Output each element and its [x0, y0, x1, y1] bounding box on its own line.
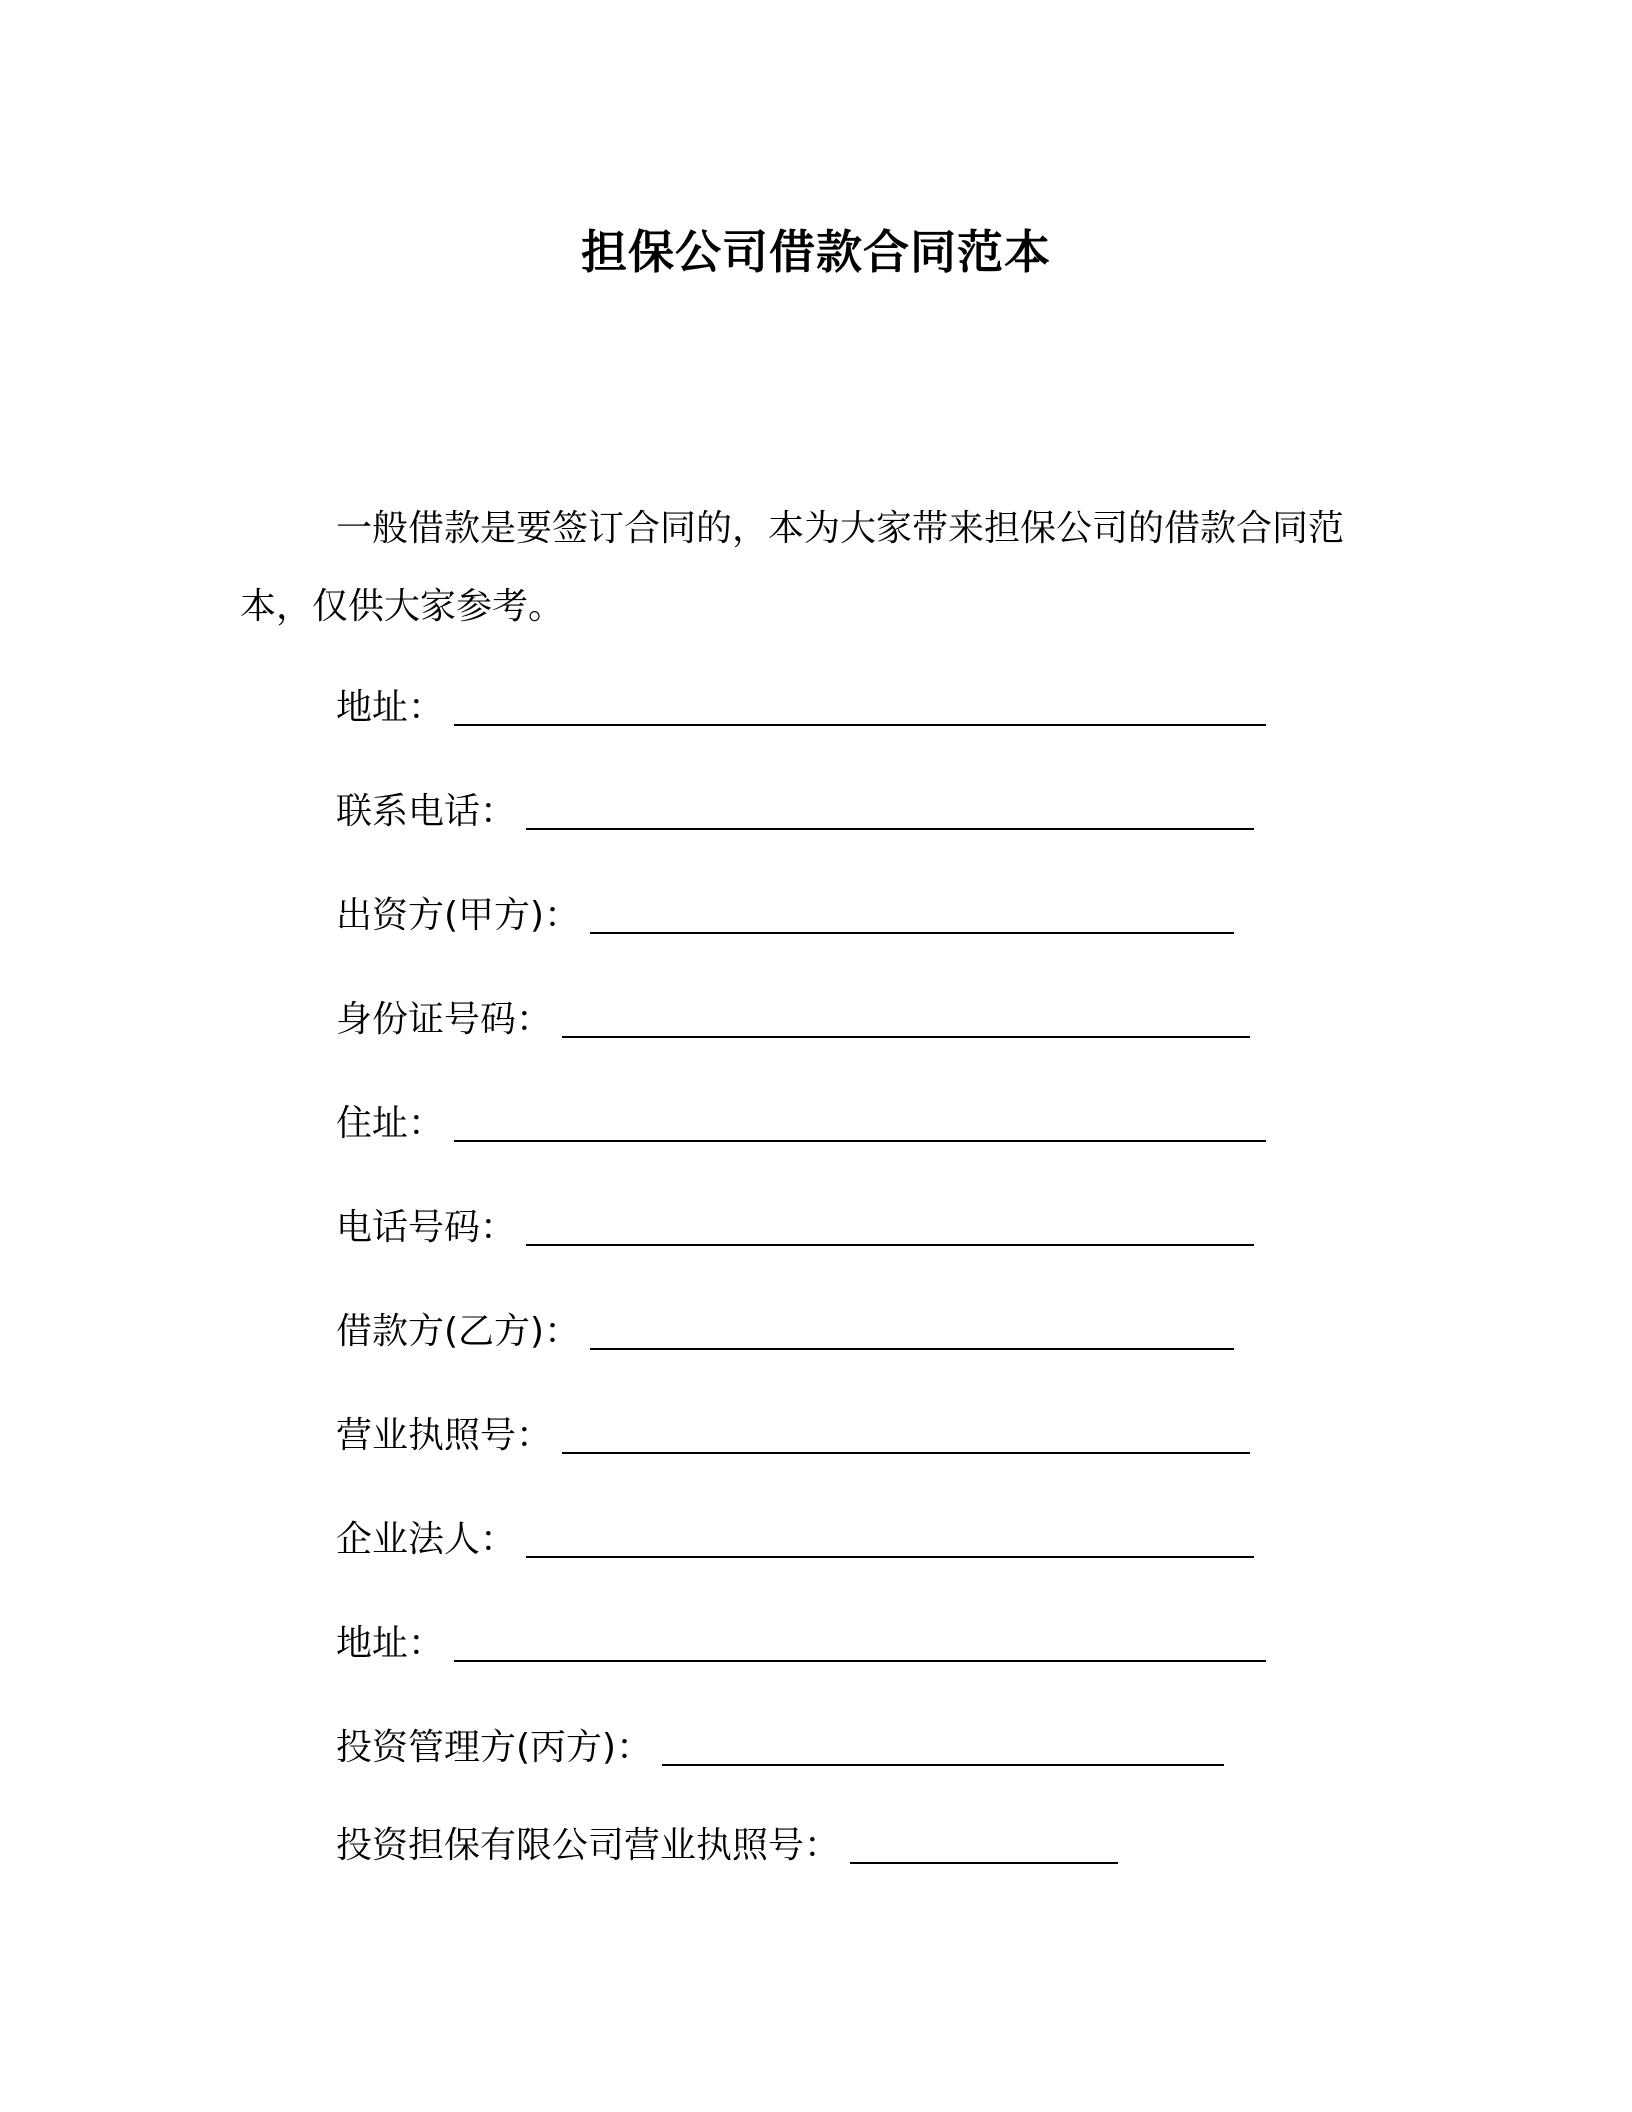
- fill-in-blank: [850, 1862, 1118, 1864]
- field-legal-representative: [336, 1512, 1254, 1568]
- field-business-license: [336, 1408, 1250, 1464]
- fill-in-blank: [454, 1140, 1266, 1142]
- fill-in-blank: [526, 1556, 1254, 1558]
- field-residence: [336, 1096, 1266, 1152]
- fill-in-blank: [526, 1244, 1254, 1246]
- field-label: 出资方(甲方)：: [336, 895, 581, 936]
- field-label: 投资管理方(丙方)：: [336, 1727, 653, 1768]
- intro-paragraph: 一般借款是要签订合同的，本为大家带来担保公司的借款合同范本，仅供大家参考。: [240, 508, 1345, 627]
- fill-in-blank: [454, 1660, 1266, 1662]
- field-address: [336, 680, 1266, 736]
- fill-in-blank: [662, 1764, 1224, 1766]
- fill-in-blank: [526, 828, 1254, 830]
- fill-in-blank: [562, 1036, 1250, 1038]
- field-label: 地址：: [336, 1623, 445, 1664]
- field-label: 住址：: [336, 1103, 445, 1144]
- field-label: 投资担保有限公司营业执照号：: [336, 1825, 841, 1866]
- fill-in-blank: [562, 1452, 1250, 1454]
- document-title: 担保公司借款合同范本: [581, 225, 1051, 279]
- field-address-2: [336, 1616, 1266, 1672]
- fill-in-blank: [454, 724, 1266, 726]
- field-contact-phone: [336, 784, 1254, 840]
- field-label: 电话号码：: [336, 1207, 517, 1248]
- field-label: 企业法人：: [336, 1519, 517, 1560]
- field-phone-number: [336, 1200, 1254, 1256]
- field-label: 身份证号码：: [336, 999, 553, 1040]
- field-label: 联系电话：: [336, 791, 517, 832]
- field-label: 地址：: [336, 687, 445, 728]
- fill-in-blank: [590, 1348, 1234, 1350]
- field-party-b: [336, 1304, 1234, 1360]
- field-party-c: [336, 1720, 1224, 1776]
- field-id-number: [336, 992, 1250, 1048]
- fill-in-blank: [590, 932, 1234, 934]
- field-guarantee-company-license: [336, 1818, 1118, 1874]
- field-label: 借款方(乙方)：: [336, 1311, 581, 1352]
- field-label: 营业执照号：: [336, 1415, 553, 1456]
- field-party-a: [336, 888, 1234, 944]
